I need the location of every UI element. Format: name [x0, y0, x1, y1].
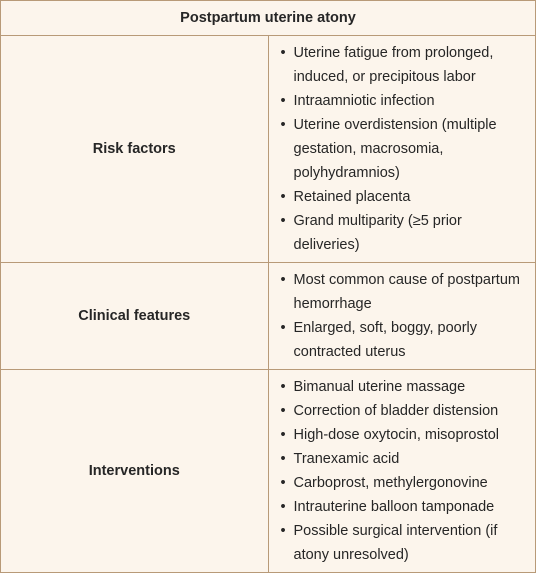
bullet-list [280, 41, 528, 257]
list-item [280, 89, 528, 113]
list-item [280, 209, 528, 257]
bullet-icon: • [280, 451, 286, 467]
table-title: Postpartum uterine atony [1, 1, 536, 36]
bullet-icon: • [280, 427, 286, 443]
bullet-icon: • [280, 189, 286, 205]
list-item-text: Uterine fatigue from prolonged, induced, or precipitous labor [293, 45, 494, 85]
list-item-text: Intraamniotic infection [293, 93, 435, 109]
list-item [280, 471, 528, 495]
bullet-icon: • [280, 403, 286, 419]
bullet-icon: • [280, 379, 286, 395]
list-item-text: Most common cause of postpartum hemorrhage [293, 272, 520, 312]
list-item-text: High-dose oxytocin, misoprostol [293, 427, 500, 443]
bullet-icon: • [280, 475, 286, 491]
list-item [280, 375, 528, 399]
list-item-text: Tranexamic acid [293, 451, 400, 467]
list-item-text: Retained placenta [293, 189, 411, 205]
list-item [280, 41, 528, 89]
bullet-icon: • [280, 320, 286, 336]
list-item [280, 519, 528, 567]
list-item-text: Grand multiparity (≥5 prior deliveries) [293, 213, 462, 253]
list-item [280, 495, 528, 519]
table-row-risk-factors [1, 36, 536, 263]
list-item [280, 113, 528, 185]
list-item [280, 423, 528, 447]
bullet-icon: • [280, 117, 286, 133]
list-item [280, 185, 528, 209]
list-item-text: Bimanual uterine massage [293, 379, 466, 395]
list-item-text: Uterine overdistension (multiple gestation, macrosomia, polyhydramnios) [293, 117, 497, 181]
bullet-list [280, 268, 528, 364]
list-item [280, 316, 528, 364]
bullet-icon: • [280, 499, 286, 515]
list-item [280, 268, 528, 316]
row-label-clinical-features: Clinical features [1, 263, 269, 370]
list-item-text: Carboprost, methylergonovine [293, 475, 488, 491]
list-item-text: Possible surgical intervention (if atony unresolved) [293, 523, 498, 563]
bullet-icon: • [280, 523, 286, 539]
bullet-icon: • [280, 213, 286, 229]
row-content-interventions [268, 370, 536, 573]
table-row-interventions [1, 370, 536, 573]
row-content-risk-factors [268, 36, 536, 263]
list-item-text: Enlarged, soft, boggy, poorly contracted uterus [293, 320, 478, 360]
bullet-icon: • [280, 45, 286, 61]
list-item-text: Intrauterine balloon tamponade [293, 499, 495, 515]
bullet-icon: • [280, 272, 286, 288]
row-content-clinical-features [268, 263, 536, 370]
bullet-icon: • [280, 93, 286, 109]
list-item [280, 399, 528, 423]
table-row-clinical-features [1, 263, 536, 370]
row-label-interventions: Interventions [1, 370, 269, 573]
row-label-risk-factors: Risk factors [1, 36, 269, 263]
bullet-list [280, 375, 528, 567]
table-header-row [1, 1, 536, 36]
list-item-text: Correction of bladder distension [293, 403, 499, 419]
